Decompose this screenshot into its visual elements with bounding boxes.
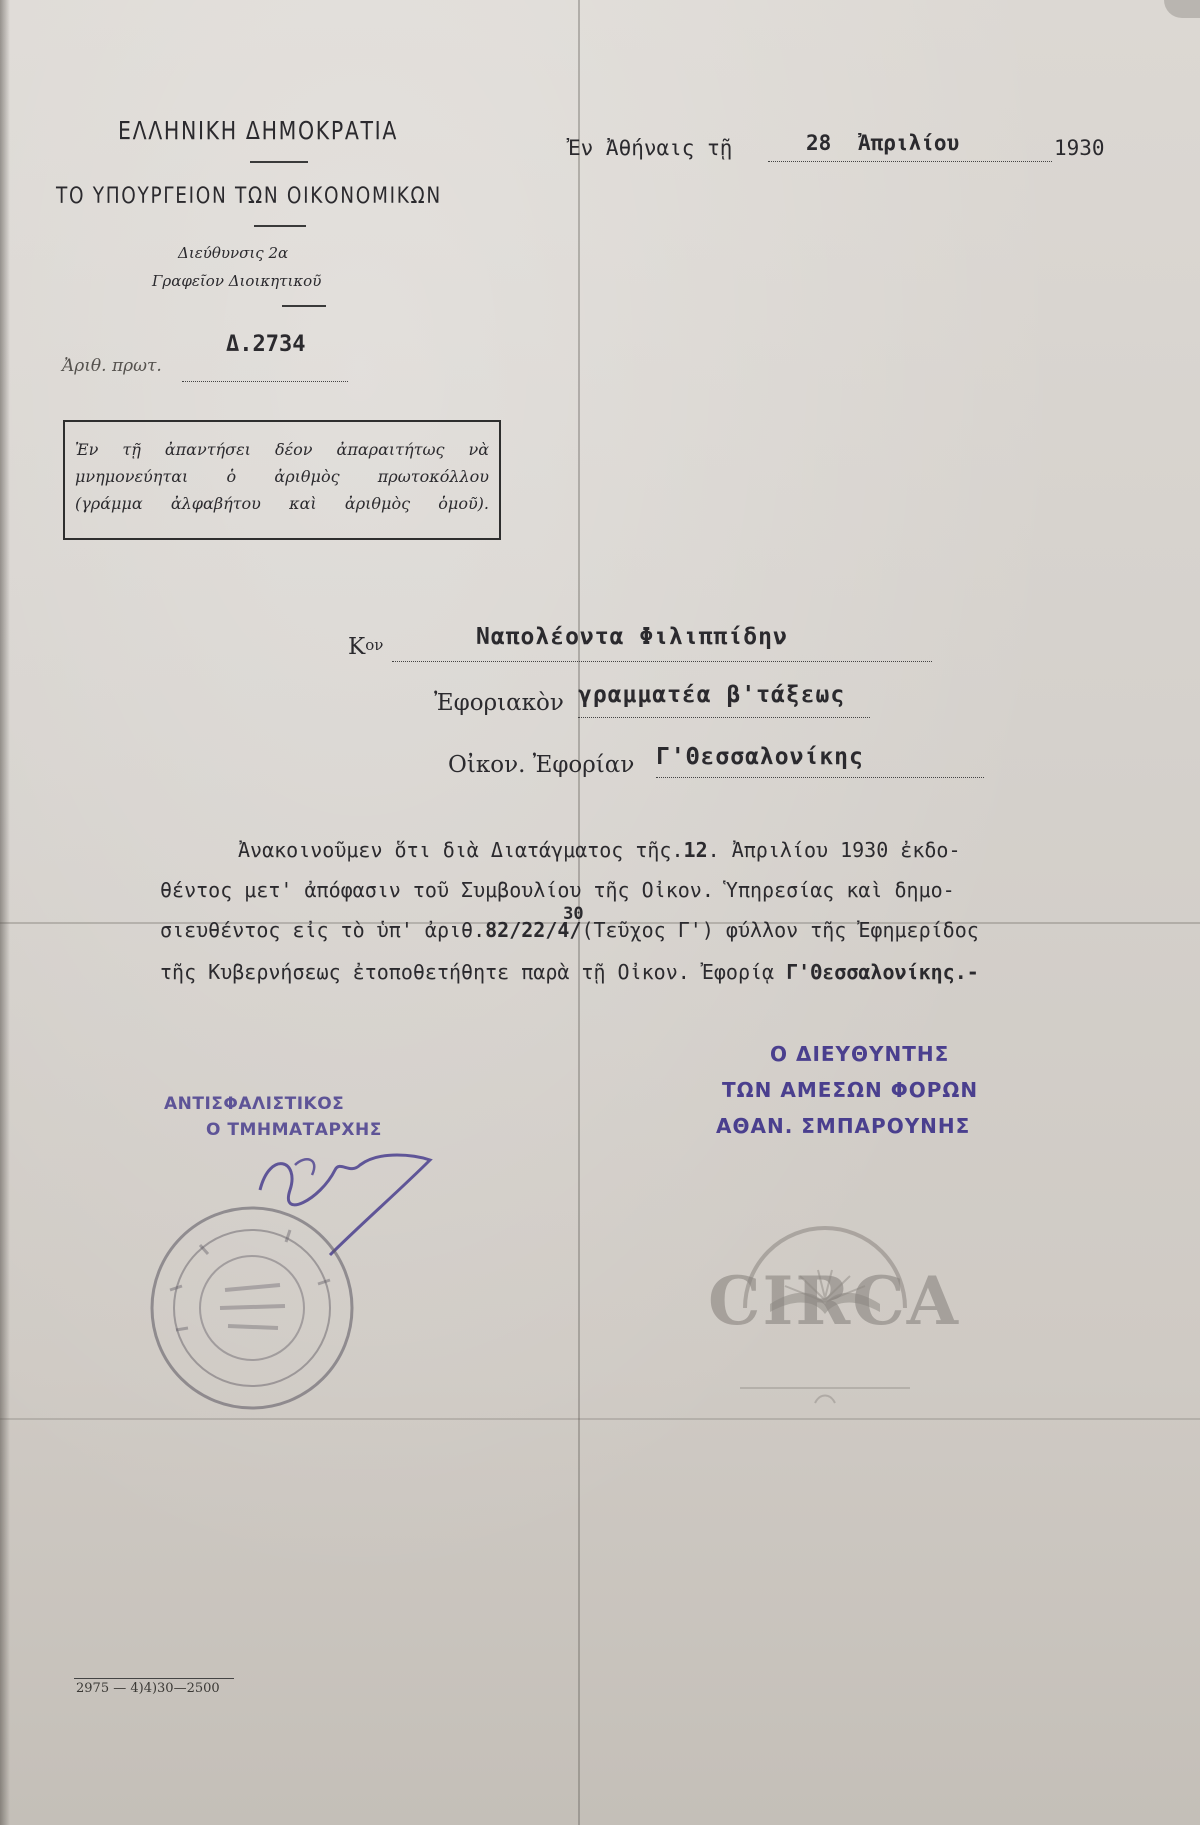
body-text: (Τεῦχος Γ') φύλλον τῆς Ἐφημερίδος xyxy=(581,918,979,942)
date-year: 1930 xyxy=(1054,136,1105,160)
letterhead-directorate: Διεύθυνσις 2α xyxy=(178,244,289,262)
notice-line: (γράμμα ἀλφαβήτου καὶ ἀριθμὸς ὁμοῦ). xyxy=(75,494,489,513)
position-value: γραμματέα β'τάξεως xyxy=(578,682,846,708)
protocol-notice-box xyxy=(63,420,501,540)
corner-tab xyxy=(1164,0,1200,18)
office-fill: Γ'Θεσσαλονίκης.- xyxy=(786,960,979,984)
notice-line: Ἐν τῇ ἀπαντήσει δέον ἀπαραιτήτως νὰ xyxy=(75,440,489,459)
watermark-text: CIRCA xyxy=(708,1262,960,1340)
office-value: Γ'Θεσσαλονίκης xyxy=(656,744,864,770)
office-label: Οἰκον. Ἐφορίαν xyxy=(448,752,635,778)
recipient-name: Ναπολέοντα Φιλιππίδην xyxy=(476,624,788,650)
recipient-kon-label xyxy=(348,634,383,660)
date-day: 28 xyxy=(806,131,832,155)
body-text: τῆς Κυβερνήσεως ἐτοποθετήθητε παρὰ τῇ Οἰκον. Ἐφορίᾳ xyxy=(160,960,775,984)
letterhead-rule xyxy=(254,225,306,227)
date-dotted-line xyxy=(768,161,1052,162)
signature-department: ΤΩΝ ΑΜΕΣΩΝ ΦΟΡΩΝ xyxy=(722,1078,979,1102)
date-prefix: Ἐν Ἀθήναις τῇ xyxy=(568,136,733,160)
signature-name: ΑΘΑΝ. ΣΜΠΑΡΟΥΝΗΣ xyxy=(716,1114,971,1138)
letterhead-ministry: ΤΟ ΥΠΟΥΡΓΕΙΟΝ ΤΩΝ ΟΙΚΟΝΟΜΙΚΩΝ xyxy=(56,184,442,209)
position-label: Ἐφοριακὸν xyxy=(434,690,564,716)
body-line-3 xyxy=(160,904,979,948)
body-line-2: θέντος μετ' ἀπόφασιν τοῦ Συμβουλίου τῆς Οἰκον. Ὑπηρεσίας καὶ δημο- xyxy=(160,878,955,902)
official-seal-icon xyxy=(140,1190,370,1420)
print-code: 2975 — 4)4)30—2500 xyxy=(76,1681,220,1696)
footer-rule xyxy=(74,1678,234,1679)
protocol-label: Ἀριθ. πρωτ. xyxy=(62,356,162,376)
stamp-line-1: ΑΝΤΙΣΦΑΛΙΣΤΙΚΟΣ xyxy=(164,1094,345,1114)
page-edge-shadow xyxy=(0,0,10,1825)
letterhead-rule xyxy=(250,161,308,163)
protocol-number: Δ.2734 xyxy=(226,332,306,357)
protocol-dotted-line xyxy=(182,381,348,382)
signature-title: Ο ΔΙΕΥΘΥΝΤΗΣ xyxy=(770,1042,950,1066)
stamp-line-2: Ο ΤΜΗΜΑΤΑΡΧΗΣ xyxy=(206,1120,382,1140)
date-month: Ἀπριλίου xyxy=(858,131,960,155)
notice-line: μνημονεύηται ὁ ἀριθμὸς πρωτοκόλλου xyxy=(75,467,489,486)
body-text: σιευθέντος εἰς τὸ ὑπ' ἀριθ. xyxy=(160,918,486,942)
gazette-year: 30 xyxy=(563,904,584,924)
kon-superscript: ον xyxy=(365,636,384,654)
body-line-4 xyxy=(160,954,979,990)
kon-letter: Κ xyxy=(348,634,366,660)
letterhead-office: Γραφεῖον Διοικητικοῦ xyxy=(152,272,322,290)
gazette-number-text: 82/22/4/ xyxy=(485,918,582,942)
body-text: Ἀνακοινοῦμεν ὅτι διὰ Διατάγματος τῆς. xyxy=(238,838,684,862)
body-text: . Ἀπριλίου 1930 ἐκδο- xyxy=(707,838,961,862)
position-dotted-line xyxy=(578,717,870,718)
letterhead-rule xyxy=(282,305,326,307)
decree-day: 12 xyxy=(683,838,708,862)
body-line-1 xyxy=(238,832,961,868)
letterhead-republic: ΕΛΛΗΝΙΚΗ ΔΗΜΟΚΡΑΤΙΑ xyxy=(118,116,399,145)
office-dotted-line xyxy=(656,777,984,778)
recipient-dotted-line xyxy=(392,661,932,662)
gazette-number xyxy=(485,904,584,942)
